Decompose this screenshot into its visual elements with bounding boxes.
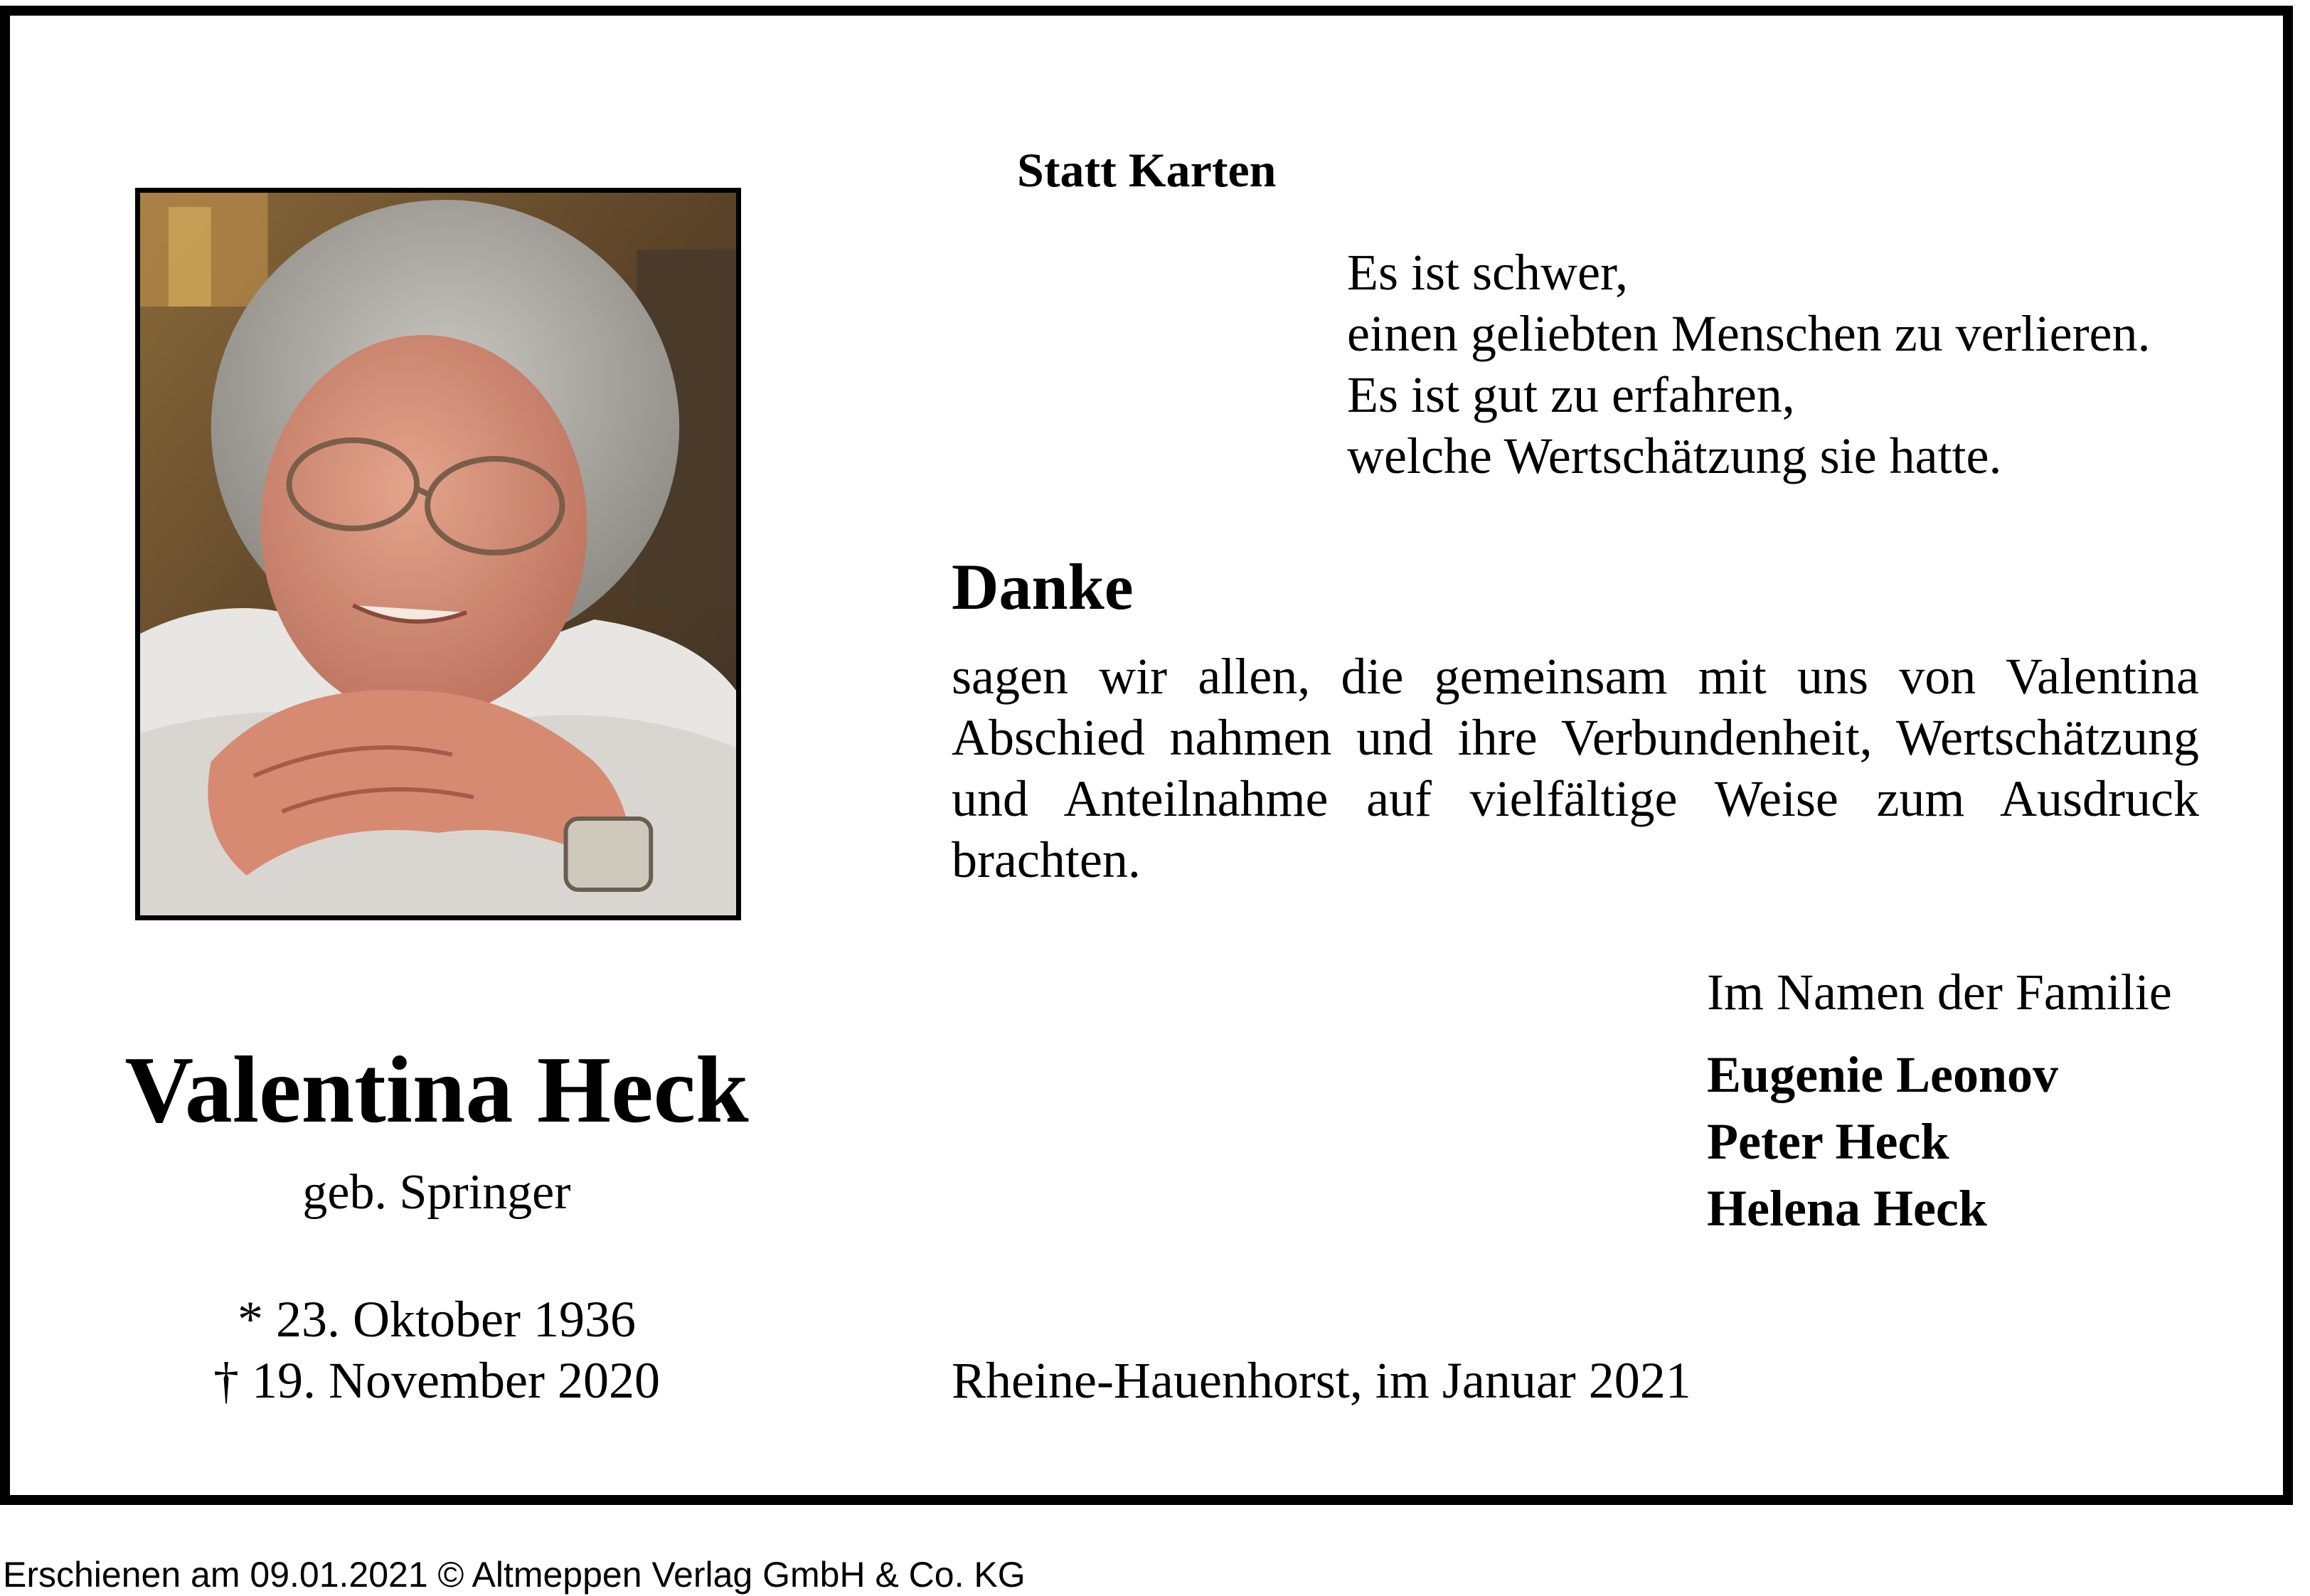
family-member: Helena Heck — [1707, 1180, 1987, 1237]
family-member: Peter Heck — [1707, 1113, 1949, 1170]
family-members — [1707, 1041, 2058, 1242]
deceased-name: Valentina Heck — [124, 1037, 749, 1142]
thanks-text: sagen wir allen, die gemeinsam mit uns von Valentina Abschied nahmen und ihre Verbundenheit, Wertschätzung und Anteilnahme auf vielfältige Weise zum Ausdruck brachten. — [952, 648, 2199, 888]
poem-line: welche Wertschätzung sie hatte. — [1347, 427, 2002, 484]
family-member: Eugenie Leonov — [1707, 1046, 2059, 1103]
publication-footer: Erschienen am 09.01.2021 © Altmeppen Verlag GmbH & Co. KG — [3, 1555, 1026, 1595]
maiden-name: geb. Springer — [302, 1165, 571, 1220]
poem-line: Es ist schwer, — [1347, 244, 1629, 301]
birth-date: * 23. Oktober 1936 — [238, 1291, 636, 1348]
poem-line: Es ist gut zu erfahren, — [1347, 366, 1795, 423]
poem-line: einen geliebten Menschen zu verlieren. — [1347, 305, 2151, 362]
notice-header: Statt Karten — [1017, 143, 1277, 197]
place-date: Rheine-Hauenhorst, im Januar 2021 — [952, 1352, 1691, 1409]
obituary-card — [0, 6, 2293, 1505]
family-intro: Im Namen der Familie — [1707, 964, 2172, 1021]
portrait-photo-illustration — [140, 193, 736, 915]
death-date: † 19. November 2020 — [213, 1352, 660, 1409]
life-dates — [81, 1289, 792, 1411]
poem — [1347, 242, 2151, 486]
portrait-photo — [135, 188, 741, 920]
thanks-title: Danke — [952, 550, 1134, 623]
